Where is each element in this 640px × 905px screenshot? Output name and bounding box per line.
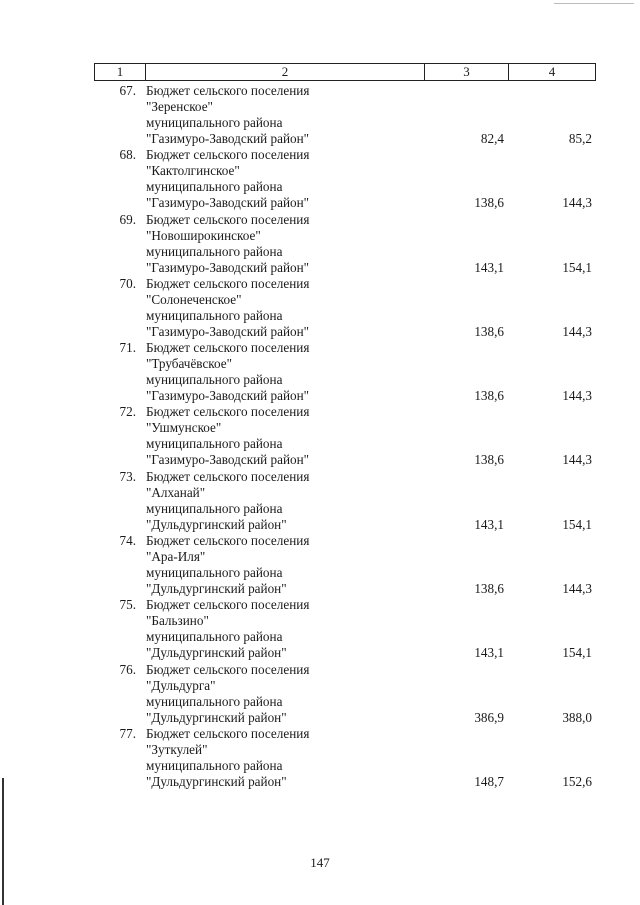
row-name-line: "Газимуро-Заводский район": [146, 452, 310, 468]
row-name-line: Бюджет сельского поселения: [146, 661, 310, 677]
row-name-line: "Зеренское": [146, 99, 213, 114]
table-row: [94, 533, 596, 597]
row-number: 74.: [119, 533, 136, 549]
row-name-line: "Газимуро-Заводский район": [146, 195, 310, 211]
row-value-col3: 138,6: [474, 388, 504, 404]
row-value-col4: 144,3: [562, 323, 592, 339]
row-name-line: Бюджет сельского поселения: [146, 468, 310, 484]
row-value-col3: 138,6: [474, 323, 504, 339]
row-name-line: Бюджет сельского поселения: [146, 340, 310, 356]
row-name-line: Бюджет сельского поселения: [146, 404, 310, 420]
row-name-line: "Ушмунское": [146, 420, 222, 436]
column-header-4: 4: [509, 64, 596, 80]
row-name-line: муниципального района: [146, 179, 283, 195]
table-row: [94, 404, 596, 468]
row-name-line: Бюджет сельского поселения: [146, 83, 310, 98]
row-name-line: "Газимуро-Заводский район": [146, 131, 310, 146]
row-number: 69.: [119, 211, 136, 227]
row-value-col3: 82,4: [480, 131, 504, 146]
row-number: 72.: [119, 404, 136, 420]
margin-rule: [2, 778, 4, 905]
row-budget-name: [146, 147, 346, 211]
row-name-line: муниципального района: [146, 500, 283, 516]
row-number: 75.: [119, 597, 136, 613]
row-name-line: Бюджет сельского поселения: [146, 275, 310, 291]
row-name-line: Бюджет сельского поселения: [146, 211, 310, 227]
row-budget-name: [146, 597, 346, 661]
row-name-line: муниципального района: [146, 693, 283, 709]
row-name-line: Бюджет сельского поселения: [146, 597, 310, 613]
row-name-line: "Газимуро-Заводский район": [146, 259, 310, 275]
row-value-col4: 154,1: [562, 645, 592, 661]
row-number: 76.: [119, 661, 136, 677]
row-name-line: "Дульдургинский район": [146, 709, 287, 725]
row-name-line: муниципального района: [146, 565, 283, 581]
row-name-line: "Ара-Иля": [146, 549, 206, 565]
row-value-col4: 154,1: [562, 516, 592, 532]
table-row: [94, 597, 596, 661]
row-number: 67.: [119, 83, 136, 98]
row-name-line: "Дульдурга": [146, 677, 216, 693]
table-row: [94, 147, 596, 211]
row-name-line: "Зуткулей": [146, 741, 208, 757]
table-row: [94, 212, 596, 276]
row-name-line: "Бальзино": [146, 613, 209, 629]
row-name-line: "Дульдургинский район": [146, 773, 287, 789]
row-name-line: муниципального района: [146, 115, 283, 130]
row-name-line: муниципального района: [146, 757, 283, 773]
row-budget-name: [146, 533, 346, 597]
row-name-line: муниципального района: [146, 436, 283, 452]
row-budget-name: [146, 404, 346, 468]
row-value-col4: 144,3: [562, 581, 592, 597]
table-row: [94, 469, 596, 533]
column-header-1: 1: [94, 64, 146, 80]
row-value-col3: 148,7: [474, 773, 504, 789]
row-name-line: Бюджет сельского поселения: [146, 147, 310, 163]
row-budget-name: [146, 726, 346, 790]
table-row: [94, 662, 596, 726]
row-name-line: Бюджет сельского поселения: [146, 533, 310, 549]
row-value-col3: 138,6: [474, 581, 504, 597]
row-value-col3: 138,6: [474, 195, 504, 211]
row-value-col3: 143,1: [474, 645, 504, 661]
row-budget-name: [146, 340, 346, 404]
row-value-col4: 144,3: [562, 452, 592, 468]
row-name-line: "Кактолгинское": [146, 163, 240, 179]
table-row: [94, 726, 596, 790]
table-row: [94, 340, 596, 404]
row-name-line: муниципального района: [146, 629, 283, 645]
row-value-col4: 388,0: [562, 709, 592, 725]
row-budget-name: [146, 276, 346, 340]
row-budget-name: [146, 83, 346, 147]
row-budget-name: [146, 662, 346, 726]
row-value-col3: 143,1: [474, 259, 504, 275]
row-name-line: "Газимуро-Заводский район": [146, 323, 310, 339]
row-name-line: муниципального района: [146, 372, 283, 388]
table-body: [94, 83, 596, 790]
row-number: 71.: [119, 340, 136, 356]
row-budget-name: [146, 469, 346, 533]
row-name-line: "Трубачёвское": [146, 356, 233, 372]
scan-artifact-line: [554, 3, 634, 4]
row-number: 70.: [119, 275, 136, 291]
row-name-line: муниципального района: [146, 243, 283, 259]
table-row: [94, 83, 596, 147]
row-value-col3: 143,1: [474, 516, 504, 532]
row-number: 77.: [119, 725, 136, 741]
row-name-line: муниципального района: [146, 307, 283, 323]
page-number: 147: [310, 855, 330, 870]
row-name-line: "Газимуро-Заводский район": [146, 388, 310, 404]
table-header-row: [94, 63, 596, 81]
row-value-col4: 144,3: [562, 195, 592, 211]
row-value-col4: 85,2: [568, 131, 592, 146]
row-value-col3: 386,9: [474, 709, 504, 725]
column-header-2: 2: [146, 64, 425, 80]
row-name-line: "Дульдургинский район": [146, 645, 287, 661]
row-name-line: "Дульдургинский район": [146, 516, 287, 532]
row-value-col4: 144,3: [562, 388, 592, 404]
table-row: [94, 276, 596, 340]
column-header-3: 3: [425, 64, 509, 80]
row-name-line: Бюджет сельского поселения: [146, 725, 310, 741]
row-budget-name: [146, 212, 346, 276]
row-number: 73.: [119, 468, 136, 484]
row-value-col3: 138,6: [474, 452, 504, 468]
row-number: 68.: [119, 147, 136, 163]
row-name-line: "Алханай": [146, 484, 206, 500]
row-name-line: "Дульдургинский район": [146, 581, 287, 597]
row-value-col4: 152,6: [562, 773, 592, 789]
row-value-col4: 154,1: [562, 259, 592, 275]
row-name-line: "Солонеченское": [146, 291, 242, 307]
row-name-line: "Новоширокинское": [146, 227, 261, 243]
